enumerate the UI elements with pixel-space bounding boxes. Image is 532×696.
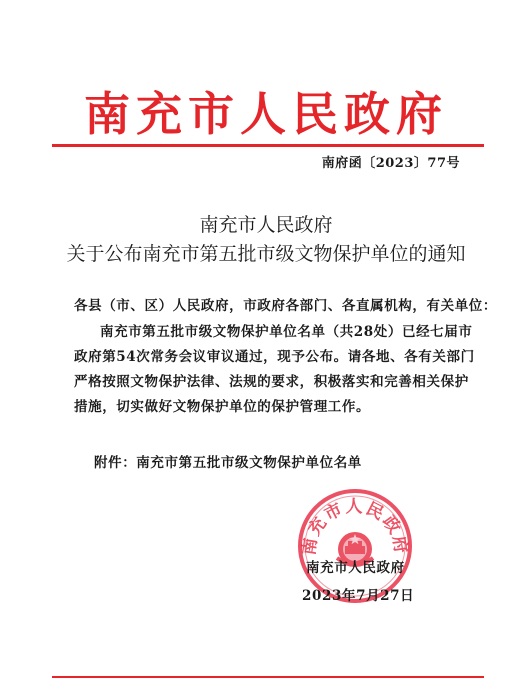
body-paragraph-line-4: 措施，切实做好文物保护单位的保护管理工作。	[74, 399, 371, 415]
body-paragraph-line-1: 南充市第五批市级文物保护单位名单（共28处）已经七届市	[100, 324, 473, 340]
notice-title-line-1: 南充市人民政府	[199, 214, 333, 236]
salutation: 各县（市、区）人民政府，市政府各部门、各直属机构，有关单位：	[74, 298, 497, 314]
document-number: 南府函〔2023〕77号	[321, 156, 460, 171]
notice-title-line-2: 关于公布南充市第五批市级文物保护单位的通知	[66, 243, 466, 265]
attachment-line: 附件：南充市第五批市级文物保护单位名单	[94, 455, 362, 471]
body-paragraph-line-2: 政府第54次常务会议审议通过，现予公布。请各地、各有关部门	[74, 349, 475, 365]
header-red-rule	[52, 144, 484, 147]
footer-red-rule	[52, 676, 484, 678]
body-paragraph-line-3: 严格按照文物保护法律、法规的要求，积极落实和完善相关保护	[74, 374, 469, 390]
issuing-authority-header: 南充市人民政府	[84, 87, 448, 141]
signing-organization: 南充市人民政府	[306, 560, 405, 576]
signing-date: 2023年7月27日	[302, 588, 415, 604]
seal-text: 南充市人民政府	[299, 497, 411, 557]
